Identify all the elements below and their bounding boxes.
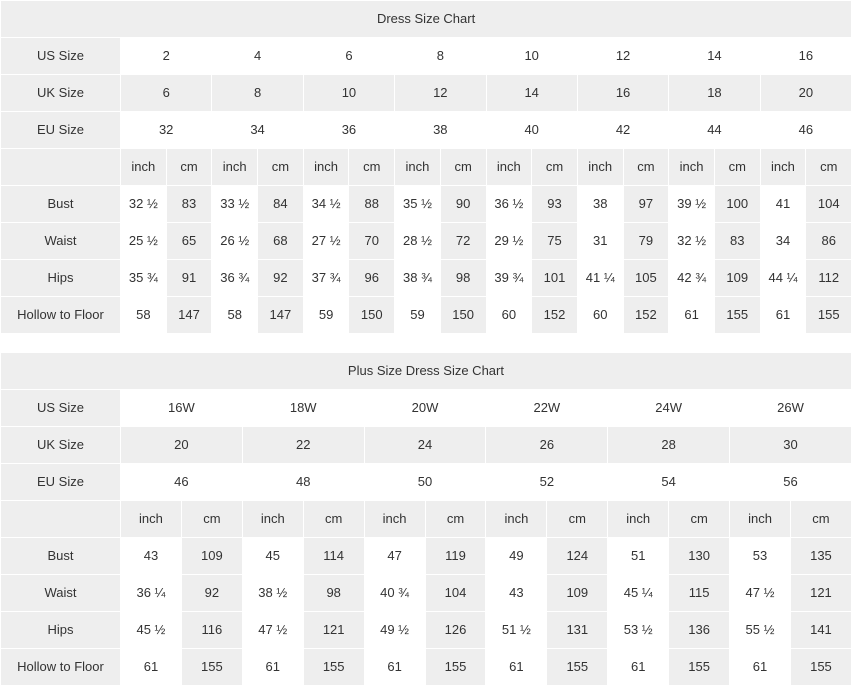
measure-cell: 141 xyxy=(790,612,851,649)
measure-cell: 152 xyxy=(532,297,578,334)
measure-cell: 45 ¼ xyxy=(608,575,669,612)
measure-cell: 90 xyxy=(440,186,486,223)
size-cell: 12 xyxy=(577,38,668,75)
measure-cell: 42 ¾ xyxy=(669,260,715,297)
unit-cell: cm xyxy=(349,149,395,186)
unit-cell: cm xyxy=(623,149,669,186)
measure-cell: 58 xyxy=(121,297,167,334)
chart-title: Plus Size Dress Size Chart xyxy=(1,353,851,390)
unit-cell: inch xyxy=(486,149,532,186)
size-cell: 46 xyxy=(121,464,243,501)
measure-cell: 32 ½ xyxy=(121,186,167,223)
unit-cell: inch xyxy=(577,149,623,186)
measure-cell: 47 xyxy=(364,538,425,575)
measure-cell: 68 xyxy=(258,223,304,260)
measure-cell: 51 xyxy=(608,538,669,575)
row-label: Waist xyxy=(1,575,121,612)
row-label: UK Size xyxy=(1,427,121,464)
measure-cell: 61 xyxy=(760,297,806,334)
size-cell: 26W xyxy=(730,390,851,427)
measure-cell: 43 xyxy=(121,538,182,575)
table-row xyxy=(1,186,851,223)
measure-cell: 79 xyxy=(623,223,669,260)
measure-cell: 104 xyxy=(806,186,851,223)
size-cell: 10 xyxy=(486,38,577,75)
unit-cell: inch xyxy=(669,149,715,186)
measure-cell: 155 xyxy=(547,649,608,686)
unit-cell: inch xyxy=(395,149,441,186)
size-cell: 30 xyxy=(730,427,851,464)
measure-cell: 31 xyxy=(577,223,623,260)
row-label: US Size xyxy=(1,38,121,75)
unit-cell: cm xyxy=(669,501,730,538)
unit-cell: cm xyxy=(303,501,364,538)
measure-cell: 39 ¾ xyxy=(486,260,532,297)
measure-cell: 75 xyxy=(532,223,578,260)
chart-title-row xyxy=(1,1,851,38)
size-cell: 40 xyxy=(486,112,577,149)
measure-cell: 86 xyxy=(806,223,851,260)
measure-cell: 41 ¼ xyxy=(577,260,623,297)
measure-cell: 41 xyxy=(760,186,806,223)
measure-cell: 83 xyxy=(714,223,760,260)
size-cell: 20 xyxy=(121,427,243,464)
measure-cell: 126 xyxy=(425,612,486,649)
measure-cell: 35 ½ xyxy=(395,186,441,223)
size-cell: 26 xyxy=(486,427,608,464)
measure-cell: 36 ¼ xyxy=(121,575,182,612)
measure-cell: 38 ¾ xyxy=(395,260,441,297)
size-cell: 4 xyxy=(212,38,303,75)
unit-cell: inch xyxy=(303,149,349,186)
measure-cell: 136 xyxy=(669,612,730,649)
table-row xyxy=(1,464,851,501)
size-cell: 56 xyxy=(730,464,851,501)
measure-cell: 155 xyxy=(181,649,242,686)
unit-cell: cm xyxy=(181,501,242,538)
size-cell: 22W xyxy=(486,390,608,427)
measure-cell: 53 ½ xyxy=(608,612,669,649)
measure-cell: 60 xyxy=(577,297,623,334)
table-row xyxy=(1,538,851,575)
measure-cell: 33 ½ xyxy=(212,186,258,223)
measure-cell: 147 xyxy=(258,297,304,334)
measure-cell: 40 ¾ xyxy=(364,575,425,612)
unit-cell: inch xyxy=(121,501,182,538)
unit-cell: cm xyxy=(790,501,851,538)
size-cell: 18W xyxy=(242,390,364,427)
size-cell: 8 xyxy=(395,38,486,75)
measure-cell: 55 ½ xyxy=(730,612,791,649)
measure-cell: 105 xyxy=(623,260,669,297)
measure-cell: 100 xyxy=(714,186,760,223)
measure-cell: 98 xyxy=(440,260,486,297)
measure-cell: 92 xyxy=(181,575,242,612)
unit-cell: inch xyxy=(730,501,791,538)
row-label: US Size xyxy=(1,390,121,427)
measure-cell: 109 xyxy=(714,260,760,297)
measure-cell: 147 xyxy=(166,297,212,334)
measure-cell: 124 xyxy=(547,538,608,575)
measure-cell: 150 xyxy=(440,297,486,334)
chart-title: Dress Size Chart xyxy=(1,1,851,38)
measure-cell: 29 ½ xyxy=(486,223,532,260)
measure-cell: 72 xyxy=(440,223,486,260)
size-cell: 22 xyxy=(242,427,364,464)
measure-cell: 59 xyxy=(395,297,441,334)
size-cell: 2 xyxy=(121,38,212,75)
row-label: EU Size xyxy=(1,464,121,501)
size-chart-table xyxy=(0,0,851,334)
row-label: EU Size xyxy=(1,112,121,149)
table-row xyxy=(1,649,851,686)
size-chart-block xyxy=(0,352,851,686)
size-cell: 36 xyxy=(303,112,394,149)
measure-cell: 53 xyxy=(730,538,791,575)
unit-cell: inch xyxy=(608,501,669,538)
measure-cell: 43 xyxy=(486,575,547,612)
table-row xyxy=(1,223,851,260)
size-cell: 52 xyxy=(486,464,608,501)
table-row xyxy=(1,38,851,75)
measure-cell: 58 xyxy=(212,297,258,334)
measure-cell: 116 xyxy=(181,612,242,649)
unit-cell: cm xyxy=(532,149,578,186)
unit-row xyxy=(1,501,851,538)
measure-cell: 36 ½ xyxy=(486,186,532,223)
measure-cell: 135 xyxy=(790,538,851,575)
measure-cell: 70 xyxy=(349,223,395,260)
size-chart-table xyxy=(0,352,851,686)
measure-cell: 28 ½ xyxy=(395,223,441,260)
size-cell: 34 xyxy=(212,112,303,149)
size-cell: 48 xyxy=(242,464,364,501)
size-cell: 24W xyxy=(608,390,730,427)
unit-cell: inch xyxy=(760,149,806,186)
measure-cell: 109 xyxy=(547,575,608,612)
size-cell: 50 xyxy=(364,464,486,501)
row-label: Bust xyxy=(1,538,121,575)
row-label: Hollow to Floor xyxy=(1,297,121,334)
measure-cell: 51 ½ xyxy=(486,612,547,649)
row-label: Hips xyxy=(1,260,121,297)
unit-row-label xyxy=(1,149,121,186)
measure-cell: 61 xyxy=(121,649,182,686)
table-row xyxy=(1,612,851,649)
measure-cell: 152 xyxy=(623,297,669,334)
measure-cell: 98 xyxy=(303,575,364,612)
measure-cell: 45 ½ xyxy=(121,612,182,649)
measure-cell: 97 xyxy=(623,186,669,223)
unit-cell: inch xyxy=(242,501,303,538)
unit-cell: cm xyxy=(425,501,486,538)
measure-cell: 61 xyxy=(608,649,669,686)
measure-cell: 119 xyxy=(425,538,486,575)
unit-cell: cm xyxy=(547,501,608,538)
row-label: Bust xyxy=(1,186,121,223)
unit-cell: cm xyxy=(166,149,212,186)
measure-cell: 27 ½ xyxy=(303,223,349,260)
unit-row xyxy=(1,149,851,186)
measure-cell: 65 xyxy=(166,223,212,260)
measure-cell: 38 ½ xyxy=(242,575,303,612)
measure-cell: 114 xyxy=(303,538,364,575)
size-cell: 6 xyxy=(303,38,394,75)
size-cell: 16 xyxy=(760,38,851,75)
size-cell: 46 xyxy=(760,112,851,149)
measure-cell: 121 xyxy=(303,612,364,649)
measure-cell: 155 xyxy=(790,649,851,686)
unit-cell: inch xyxy=(486,501,547,538)
measure-cell: 38 xyxy=(577,186,623,223)
measure-cell: 155 xyxy=(669,649,730,686)
measure-cell: 61 xyxy=(364,649,425,686)
measure-cell: 45 xyxy=(242,538,303,575)
measure-cell: 88 xyxy=(349,186,395,223)
measure-cell: 25 ½ xyxy=(121,223,167,260)
size-cell: 24 xyxy=(364,427,486,464)
size-cell: 20W xyxy=(364,390,486,427)
measure-cell: 37 ¾ xyxy=(303,260,349,297)
table-row xyxy=(1,75,851,112)
size-cell: 18 xyxy=(669,75,760,112)
size-cell: 54 xyxy=(608,464,730,501)
measure-cell: 32 ½ xyxy=(669,223,715,260)
size-cell: 16 xyxy=(577,75,668,112)
unit-cell: cm xyxy=(440,149,486,186)
size-cell: 38 xyxy=(395,112,486,149)
row-label: Hollow to Floor xyxy=(1,649,121,686)
row-label: UK Size xyxy=(1,75,121,112)
measure-cell: 59 xyxy=(303,297,349,334)
measure-cell: 155 xyxy=(806,297,851,334)
measure-cell: 93 xyxy=(532,186,578,223)
unit-cell: inch xyxy=(121,149,167,186)
unit-cell: inch xyxy=(364,501,425,538)
measure-cell: 61 xyxy=(242,649,303,686)
measure-cell: 112 xyxy=(806,260,851,297)
table-row xyxy=(1,112,851,149)
size-cell: 42 xyxy=(577,112,668,149)
measure-cell: 36 ¾ xyxy=(212,260,258,297)
size-cell: 16W xyxy=(121,390,243,427)
unit-cell: cm xyxy=(806,149,851,186)
row-label: Waist xyxy=(1,223,121,260)
measure-cell: 49 xyxy=(486,538,547,575)
measure-cell: 109 xyxy=(181,538,242,575)
table-row xyxy=(1,427,851,464)
size-cell: 8 xyxy=(212,75,303,112)
unit-row-label xyxy=(1,501,121,538)
measure-cell: 96 xyxy=(349,260,395,297)
measure-cell: 35 ¾ xyxy=(121,260,167,297)
unit-cell: inch xyxy=(212,149,258,186)
measure-cell: 115 xyxy=(669,575,730,612)
unit-cell: cm xyxy=(258,149,304,186)
size-cell: 44 xyxy=(669,112,760,149)
chart-title-row xyxy=(1,353,851,390)
measure-cell: 130 xyxy=(669,538,730,575)
measure-cell: 34 xyxy=(760,223,806,260)
measure-cell: 91 xyxy=(166,260,212,297)
measure-cell: 49 ½ xyxy=(364,612,425,649)
measure-cell: 83 xyxy=(166,186,212,223)
size-cell: 32 xyxy=(121,112,212,149)
measure-cell: 47 ½ xyxy=(242,612,303,649)
measure-cell: 92 xyxy=(258,260,304,297)
row-label: Hips xyxy=(1,612,121,649)
table-row xyxy=(1,575,851,612)
measure-cell: 131 xyxy=(547,612,608,649)
unit-cell: cm xyxy=(714,149,760,186)
measure-cell: 84 xyxy=(258,186,304,223)
size-cell: 6 xyxy=(121,75,212,112)
measure-cell: 155 xyxy=(303,649,364,686)
size-cell: 10 xyxy=(303,75,394,112)
measure-cell: 155 xyxy=(425,649,486,686)
measure-cell: 101 xyxy=(532,260,578,297)
table-row xyxy=(1,390,851,427)
measure-cell: 47 ½ xyxy=(730,575,791,612)
size-cell: 12 xyxy=(395,75,486,112)
size-cell: 28 xyxy=(608,427,730,464)
measure-cell: 44 ¼ xyxy=(760,260,806,297)
measure-cell: 121 xyxy=(790,575,851,612)
size-cell: 20 xyxy=(760,75,851,112)
measure-cell: 104 xyxy=(425,575,486,612)
chart-separator xyxy=(0,334,851,352)
measure-cell: 61 xyxy=(669,297,715,334)
size-chart-block xyxy=(0,0,851,334)
measure-cell: 155 xyxy=(714,297,760,334)
table-row xyxy=(1,260,851,297)
measure-cell: 61 xyxy=(730,649,791,686)
measure-cell: 61 xyxy=(486,649,547,686)
measure-cell: 150 xyxy=(349,297,395,334)
measure-cell: 34 ½ xyxy=(303,186,349,223)
measure-cell: 60 xyxy=(486,297,532,334)
measure-cell: 39 ½ xyxy=(669,186,715,223)
table-row xyxy=(1,297,851,334)
size-cell: 14 xyxy=(486,75,577,112)
size-cell: 14 xyxy=(669,38,760,75)
measure-cell: 26 ½ xyxy=(212,223,258,260)
